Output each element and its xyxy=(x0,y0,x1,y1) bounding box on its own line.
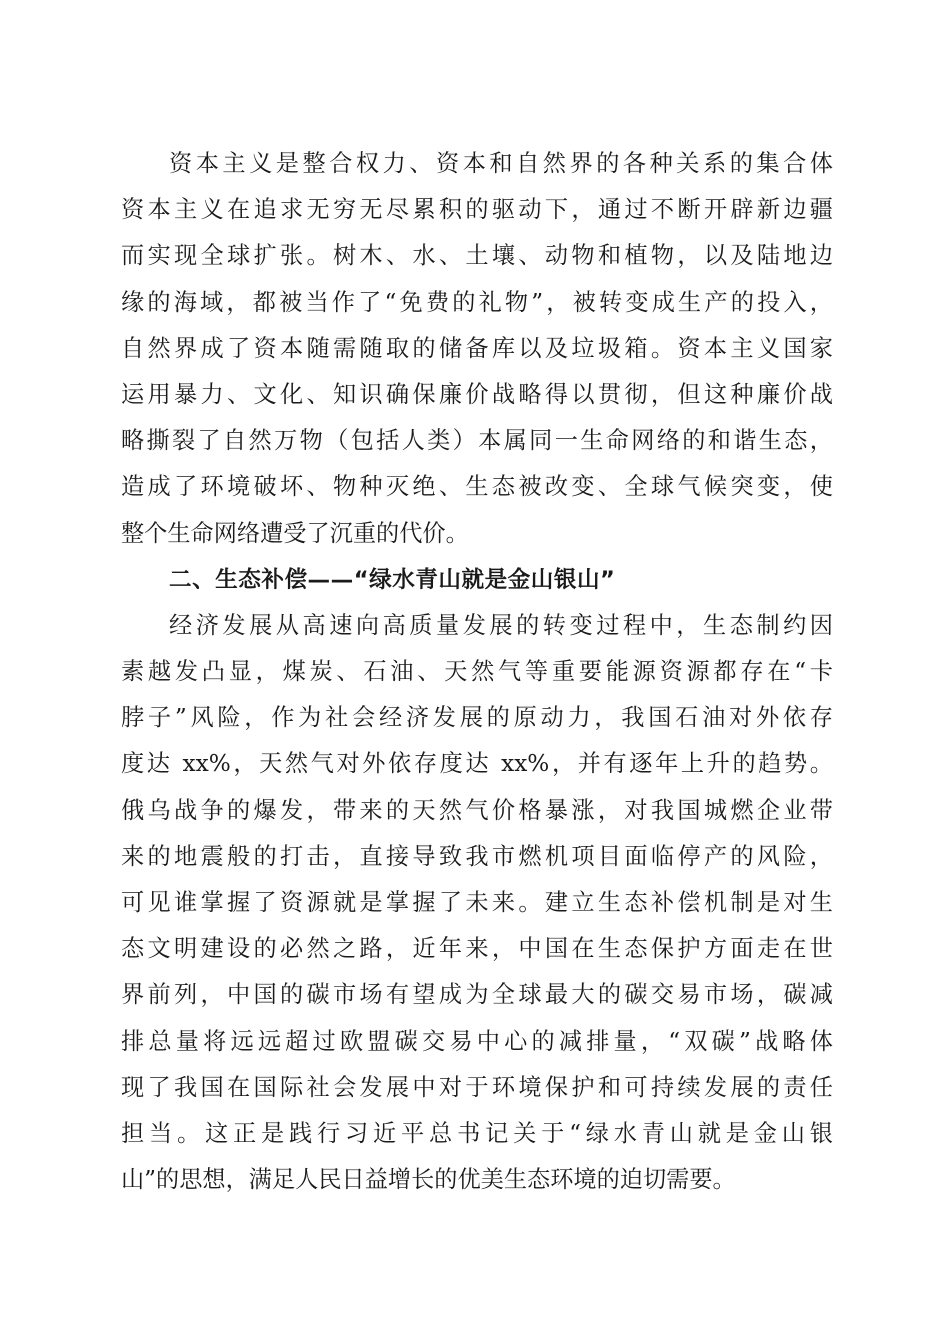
text-line: 自然界成了资本随需随取的储备库以及垃圾箱。资本主义国家 xyxy=(121,334,833,362)
text-line: 略撕裂了自然万物（包括人类）本属同一生命网络的和谐生态， xyxy=(121,427,833,455)
text-line: 态文明建设的必然之路，近年来，中国在生态保护方面走在世 xyxy=(121,935,833,963)
text-line: 山”的思想，满足人民日益增长的优美生态环境的迫切需要。 xyxy=(121,1166,736,1194)
text-line: 脖子”风险，作为社会经济发展的原动力，我国石油对外依存 xyxy=(121,704,833,732)
document-body xyxy=(121,141,833,1203)
text-line: 俄乌战争的爆发，带来的天然气价格暴涨，对我国城燃企业带 xyxy=(121,796,833,824)
text-line: 而实现全球扩张。树木、水、土壤、动物和植物，以及陆地边 xyxy=(121,242,833,270)
text-line: 可见谁掌握了资源就是掌握了未来。建立生态补偿机制是对生 xyxy=(121,889,833,916)
text-line: 运用暴力、文化、知识确保廉价战略得以贯彻，但这种廉价战 xyxy=(121,380,833,408)
text-line: 资本主义在追求无穷无尽累积的驱动下，通过不断开辟新边疆 xyxy=(121,196,833,224)
text-line: 度达 xx%，天然气对外依存度达 xx%，并有逐年上升的趋势。 xyxy=(121,750,833,778)
text-line: 现了我国在国际社会发展中对于环境保护和可持续发展的责任 xyxy=(121,1073,833,1101)
text-line: 资本主义是整合权力、资本和自然界的各种关系的集合体 xyxy=(169,150,833,177)
paragraph-ecological-compensation xyxy=(121,603,833,1203)
section-heading: 二、生态补偿——“绿水青山就是金山银山” xyxy=(169,566,616,593)
text-line: 整个生命网络遭受了沉重的代价。 xyxy=(121,519,469,547)
text-line: 担当。这正是践行习近平总书记关于“绿水青山就是金山银 xyxy=(121,1119,833,1147)
text-line: 经济发展从高速向高质量发展的转变过程中，生态制约因 xyxy=(169,611,833,639)
paragraph-capitalism xyxy=(121,141,833,557)
text-line: 界前列，中国的碳市场有望成为全球最大的碳交易市场，碳减 xyxy=(121,981,833,1009)
text-line: 造成了环境破坏、物种灭绝、生态被改变、全球气候突变，使 xyxy=(121,473,833,501)
text-line: 排总量将远远超过欧盟碳交易中心的减排量，“双碳”战略体 xyxy=(121,1027,833,1055)
text-line: 缘的海域，都被当作了“免费的礼物”，被转变成生产的投入， xyxy=(121,288,833,316)
text-line: 来的地震般的打击，直接导致我市燃机项目面临停产的风险， xyxy=(121,842,833,870)
text-line: 素越发凸显，煤炭、石油、天然气等重要能源资源都存在“卡 xyxy=(121,658,833,686)
